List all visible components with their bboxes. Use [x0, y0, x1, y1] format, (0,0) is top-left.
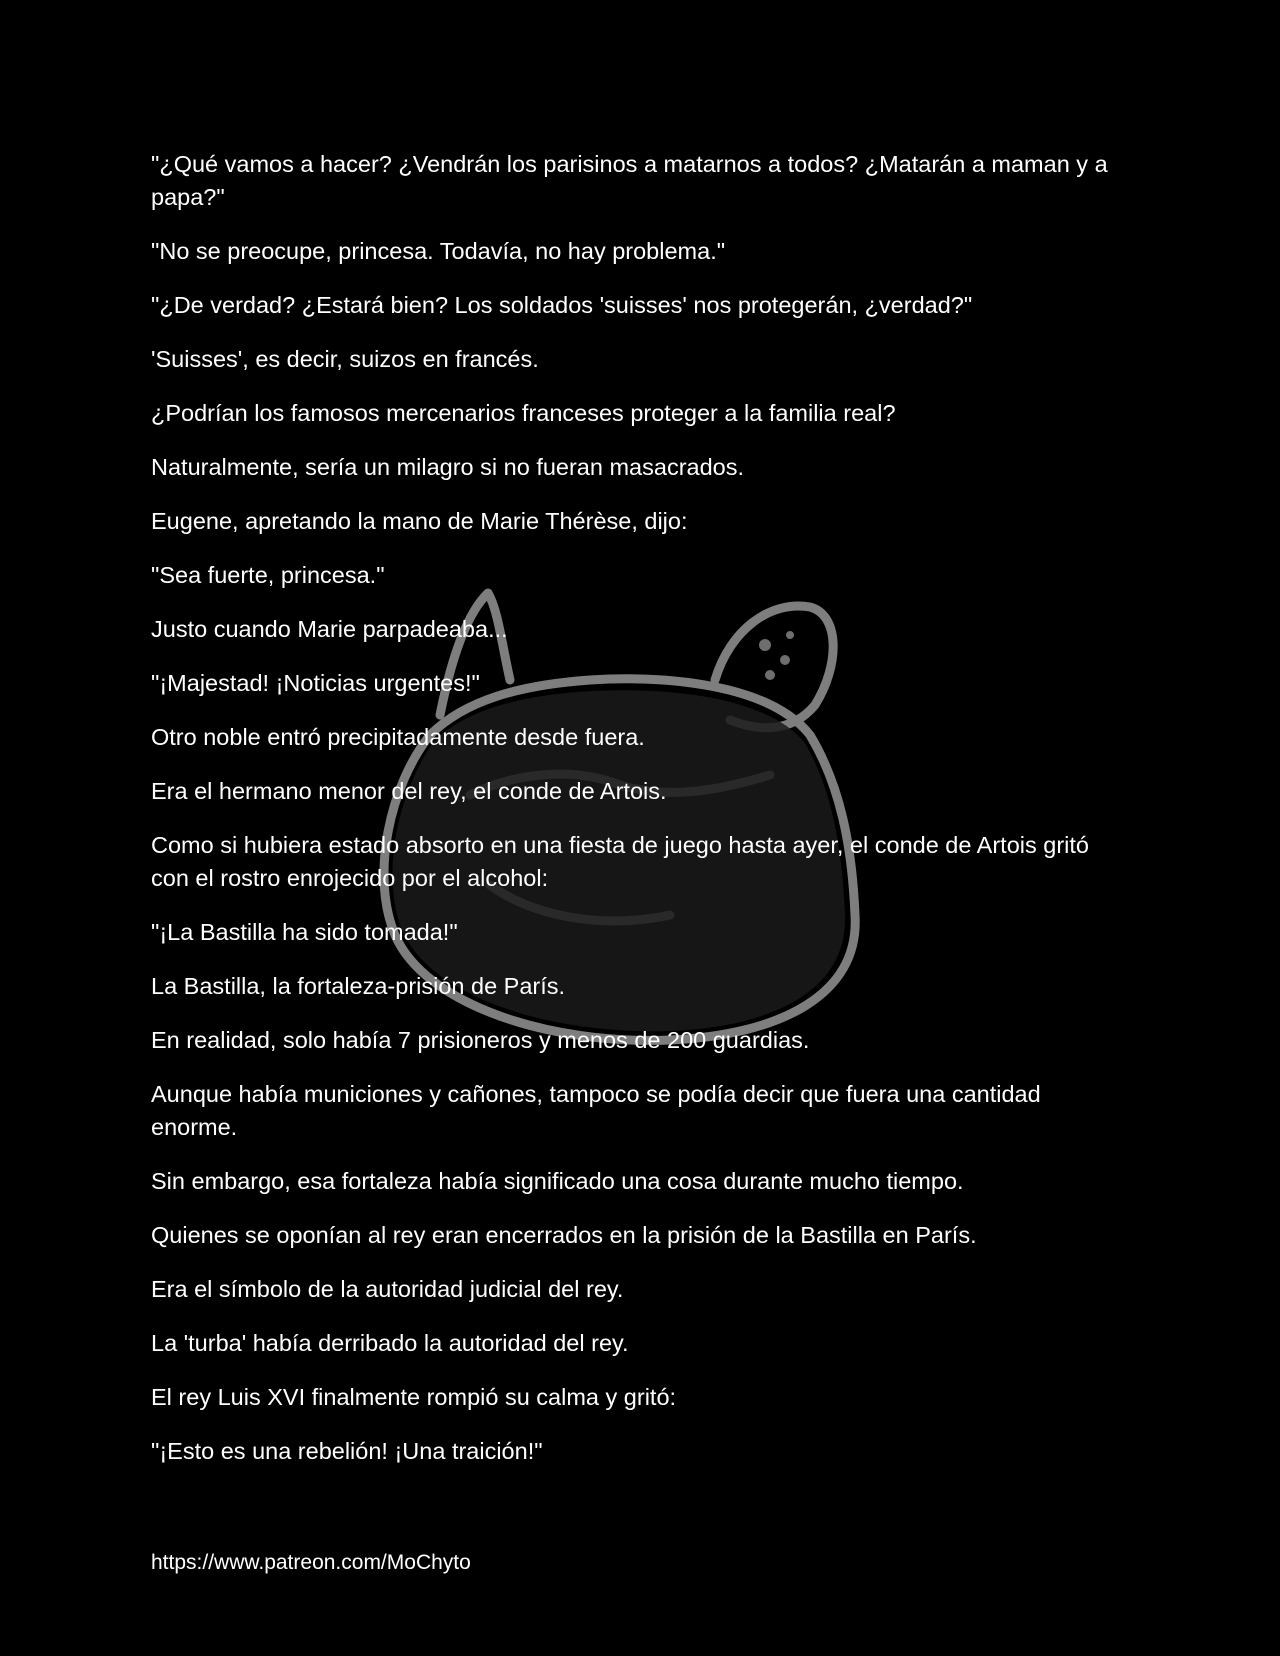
paragraph: Como si hubiera estado absorto en una fiesta de juego hasta ayer, el conde de Artois gritó con el rostro enrojecido por el alcohol: [151, 832, 1089, 891]
paragraph: "¡Esto es una rebelión! ¡Una traición!" [151, 1438, 543, 1464]
paragraph: "¡Majestad! ¡Noticias urgentes!" [151, 670, 480, 696]
paragraph: "Sea fuerte, princesa." [151, 562, 385, 588]
paragraph: La 'turba' había derribado la autoridad del rey. [151, 1330, 629, 1356]
paragraph: "¿Qué vamos a hacer? ¿Vendrán los parisinos a matarnos a todos? ¿Matarán a maman y a papa?" [151, 151, 1108, 210]
patreon-link[interactable]: https://www.patreon.com/MoChyto [151, 1551, 471, 1574]
paragraph: 'Suisses', es decir, suizos en francés. [151, 346, 539, 372]
paragraph: Sin embargo, esa fortaleza había significado una cosa durante mucho tiempo. [151, 1168, 964, 1194]
paragraph: ¿Podrían los famosos mercenarios franceses proteger a la familia real? [151, 400, 896, 426]
paragraph: En realidad, solo había 7 prisioneros y menos de 200 guardias. [151, 1027, 810, 1053]
paragraph: "No se preocupe, princesa. Todavía, no hay problema." [151, 238, 726, 264]
paragraph: La Bastilla, la fortaleza-prisión de París. [151, 973, 566, 999]
paragraph: El rey Luis XVI finalmente rompió su calma y gritó: [151, 1384, 677, 1410]
paragraph: Naturalmente, sería un milagro si no fueran masacrados. [151, 454, 745, 480]
paragraph: Justo cuando Marie parpadeaba... [151, 616, 508, 642]
paragraph: "¡La Bastilla ha sido tomada!" [151, 919, 458, 945]
document-body [151, 148, 1111, 1489]
paragraph: Era el hermano menor del rey, el conde de Artois. [151, 778, 667, 804]
paragraph: Eugene, apretando la mano de Marie Thérèse, dijo: [151, 508, 688, 534]
paragraph: "¿De verdad? ¿Estará bien? Los soldados 'suisses' nos protegerán, ¿verdad?" [151, 292, 973, 318]
paragraph: Aunque había municiones y cañones, tampoco se podía decir que fuera una cantidad enorme. [151, 1081, 1041, 1140]
paragraph: Otro noble entró precipitadamente desde fuera. [151, 724, 645, 750]
paragraph: Era el símbolo de la autoridad judicial del rey. [151, 1276, 624, 1302]
paragraph: Quienes se oponían al rey eran encerrados en la prisión de la Bastilla en París. [151, 1222, 977, 1248]
